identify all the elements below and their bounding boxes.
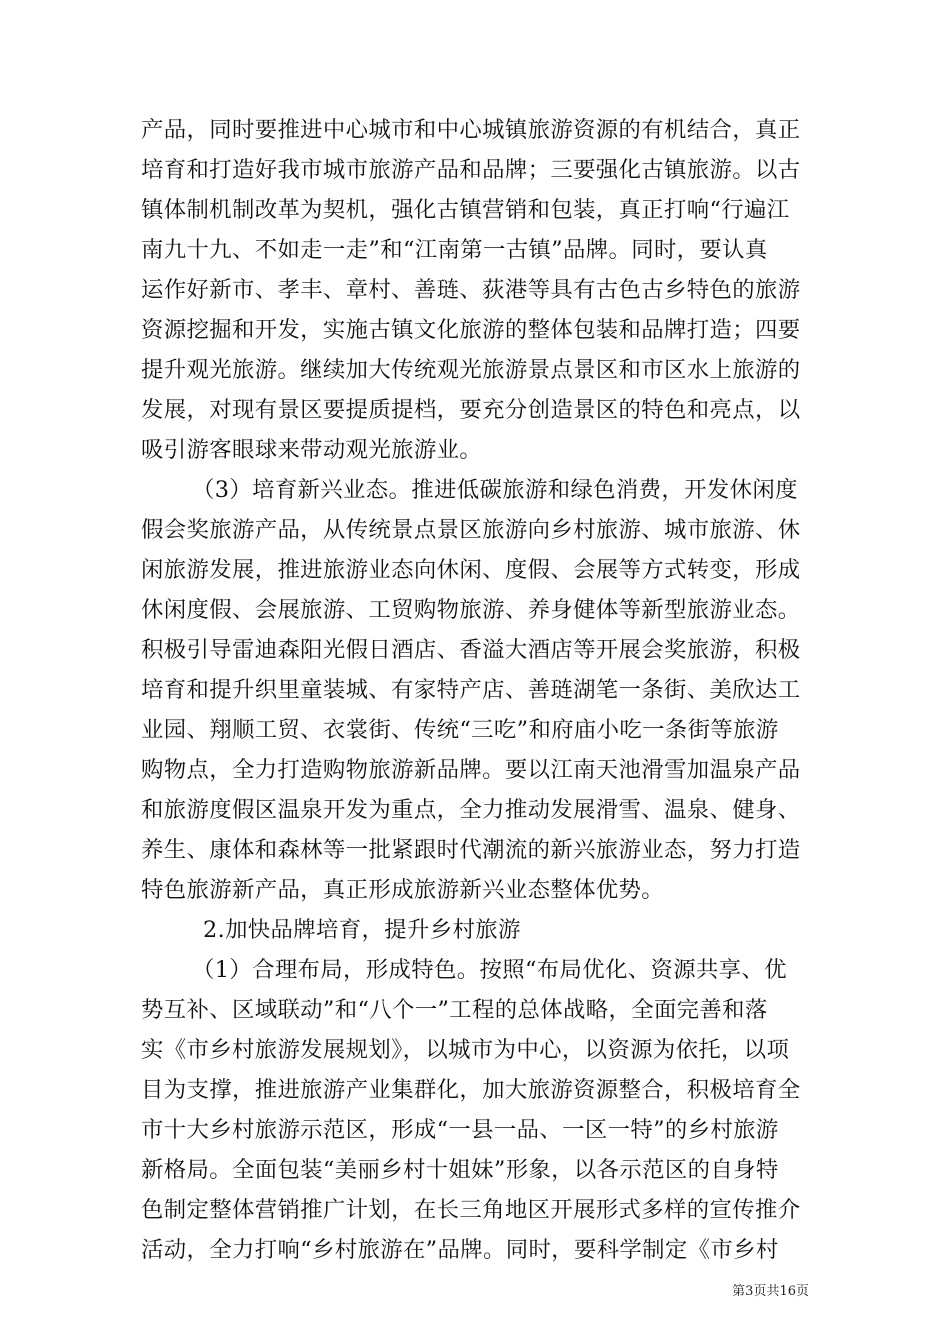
text-line: 购物点，全力打造购物旅游新品牌。要以江南天池滑雪加温泉产品 xyxy=(141,757,801,783)
text-line: 南九十九、不如走一走”和“江南第一古镇”品牌。同时，要认真 xyxy=(141,237,768,263)
text-line: 镇体制机制改革为契机，强化古镇营销和包装，真正打响“行遍江 xyxy=(141,197,790,223)
text-line: 休闲度假、会展旅游、工贸购物旅游、养身健体等新型旅游业态。 xyxy=(141,597,801,623)
text-line: 养生、康体和森林等一批紧跟时代潮流的新兴旅游业态，努力打造 xyxy=(141,837,801,863)
text-line: 提升观光旅游。继续加大传统观光旅游景点景区和市区水上旅游的 xyxy=(141,357,801,383)
section-heading: 2.加快品牌培育，提升乡村旅游 xyxy=(203,917,521,943)
text-line: 发展，对现有景区要提质提档，要充分创造景区的特色和亮点，以 xyxy=(141,397,801,423)
page-number: 第3页共16页 xyxy=(732,1284,809,1299)
text-line: 培育和打造好我市城市旅游产品和品牌；三要强化古镇旅游。以古 xyxy=(141,157,801,183)
text-line: 假会奖旅游产品，从传统景点景区旅游向乡村旅游、城市旅游、休 xyxy=(141,517,801,543)
text-line: 积极引导雷迪森阳光假日酒店、香溢大酒店等开展会奖旅游，积极 xyxy=(141,637,801,663)
text-line: 产品，同时要推进中心城市和中心城镇旅游资源的有机结合，真正 xyxy=(141,117,801,143)
text-line: 势互补、区域联动”和“八个一”工程的总体战略，全面完善和落 xyxy=(141,997,768,1023)
text-line: 目为支撑，推进旅游产业集群化，加大旅游资源整合，积极培育全 xyxy=(141,1077,801,1103)
text-line: （1）合理布局，形成特色。按照“布局优化、资源共享、优 xyxy=(192,957,787,983)
text-line: 和旅游度假区温泉开发为重点，全力推动发展滑雪、温泉、健身、 xyxy=(141,797,801,823)
text-line: 活动，全力打响“乡村旅游在”品牌。同时，要科学制定《市乡村 xyxy=(141,1237,779,1263)
text-line: 运作好新市、孝丰、章村、善琏、荻港等具有古色古乡特色的旅游 xyxy=(141,277,801,303)
text-line: 新格局。全面包装“美丽乡村十姐妹”形象，以各示范区的自身特 xyxy=(141,1157,779,1183)
text-line: 闲旅游发展，推进旅游业态向休闲、度假、会展等方式转变，形成 xyxy=(141,557,801,583)
text-line: 吸引游客眼球来带动观光旅游业。 xyxy=(141,437,483,463)
text-line: 业园、翔顺工贸、衣裳街、传统“三吃”和府庙小吃一条街等旅游 xyxy=(141,717,779,743)
text-line: 特色旅游新产品，真正形成旅游新兴业态整体优势。 xyxy=(141,877,665,903)
text-line: 色制定整体营销推广计划，在长三角地区开展形式多样的宣传推介 xyxy=(141,1197,801,1223)
text-line: （3）培育新兴业态。推进低碳旅游和绿色消费，开发休闲度 xyxy=(192,477,798,503)
text-line: 市十大乡村旅游示范区，形成“一县一品、一区一特”的乡村旅游 xyxy=(141,1117,779,1143)
text-line: 资源挖掘和开发，实施古镇文化旅游的整体包装和品牌打造；四要 xyxy=(141,317,801,343)
text-line: 培育和提升织里童装城、有家特产店、善琏湖笔一条街、美欣达工 xyxy=(141,677,801,703)
text-line: 实《市乡村旅游发展规划》，以城市为中心，以资源为依托，以项 xyxy=(141,1037,790,1063)
